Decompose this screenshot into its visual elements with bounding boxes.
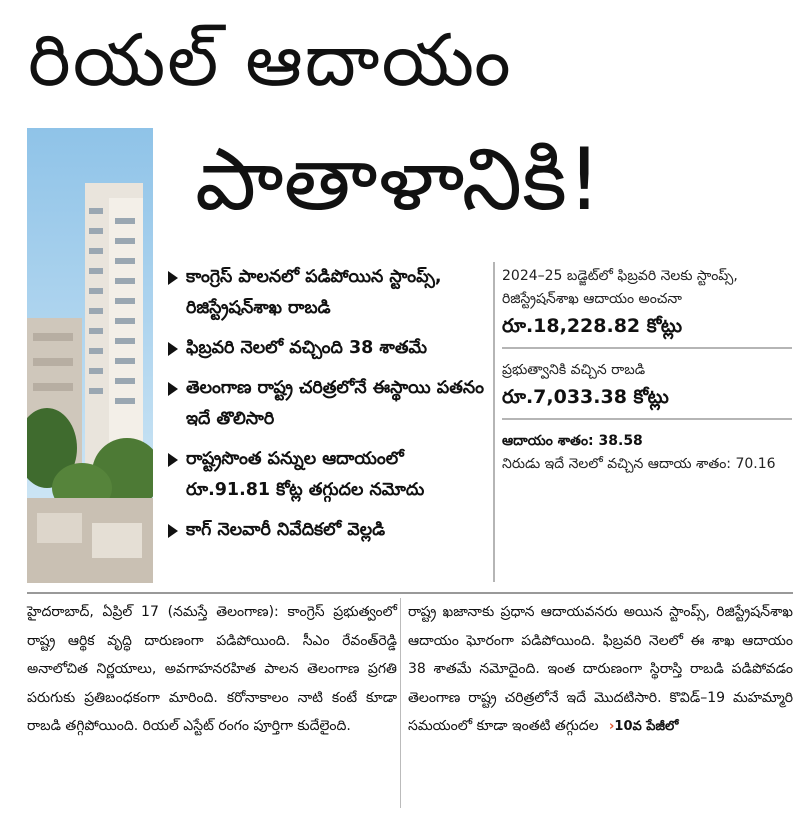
list-item (168, 444, 488, 506)
article-text: హైదరాబాద్, ఏప్రిల్ 17 (నమస్తే తెలంగాణ): కాంగ్రెస్ ప్రభుత్వంలో రాష్ట్ర ఆర్థిక వృద్ధి దారుణంగా పడిపోయింది. సీఎం రేవంత్‌రెడ్డి అనాలోచిత నిర్ణయాలు, అవగాహనరహిత పాలన తెలంగాణ ప్రగతి పరుగుకు ప్రతిబంధకంగా మారింది. కరోనాకాలం నాటి కంటే కూడా రాబడి తగ్గిపోయింది. రియల్ ఎస్టేట్ రంగం పూర్తిగా కుదేలైంది. (27, 604, 397, 734)
article-column-2 (408, 598, 793, 742)
highlight-text: రాష్ట్రసొంత పన్నుల ఆదాయంలో రూ.91.81 కోట్ల తగ్గుదల నమోదు (186, 449, 425, 500)
building-photo (27, 128, 153, 583)
list-item (168, 262, 488, 324)
bullet-triangle-icon (168, 382, 178, 396)
continued-label: 10వ పేజీలో (614, 719, 679, 734)
highlight-text: ఫిబ్రవరి నెలలో వచ్చింది 38 శాతమే (186, 338, 427, 358)
bullet-triangle-icon (168, 342, 178, 356)
bullet-triangle-icon (168, 271, 178, 285)
bullet-triangle-icon (168, 453, 178, 467)
stats-box (502, 265, 792, 492)
headline-line2: పాతాళానికి! (195, 130, 602, 230)
highlight-text: తెలంగాణ రాష్ట్ర చరిత్రలోనే ఈస్థాయి పతనం ఇదే తొలిసారి (186, 378, 484, 429)
budget-value: రూ.18,228.82 కోట్లు (502, 315, 683, 337)
section-divider (27, 592, 793, 594)
column-divider (400, 598, 401, 808)
percent-block (502, 430, 792, 482)
highlight-text: కాంగ్రెస్ పాలనలో పడిపోయిన స్టాంప్స్, రిజిస్ట్రేషన్‌శాఖ రాబడి (186, 267, 442, 318)
continued-on-page (609, 719, 678, 734)
highlights-list (168, 262, 488, 555)
budget-label: 2024–25 బడ్జెట్‌లో ఫిబ్రవరి నెలకు స్టాంప్స్, రిజిస్ట్రేషన్‌శాఖ ఆదాయం అంచనా (502, 268, 738, 307)
received-block (502, 359, 792, 420)
last-year-line: నిరుడు ఇదే నెలలో వచ్చిన ఆదాయ శాతం: 70.16 (502, 456, 776, 472)
received-value: రూ.7,033.38 కోట్లు (502, 386, 669, 408)
sidebar-divider (493, 262, 495, 582)
received-label: ప్రభుత్వానికి వచ్చిన రాబడి (502, 362, 646, 378)
headline-line1: రియల్ ఆదాయం (28, 18, 513, 102)
percent-line: ఆదాయం శాతం: 38.58 (502, 433, 643, 449)
list-item (168, 333, 488, 364)
bullet-triangle-icon (168, 524, 178, 538)
list-item (168, 515, 488, 546)
article-column-1 (27, 598, 397, 741)
budget-estimate-block (502, 265, 792, 349)
continued-arrow-icon: › (609, 719, 615, 734)
highlight-text: కాగ్ నెలవారీ నివేదికలో వెల్లడి (186, 520, 386, 540)
article-text: రాష్ట్ర ఖజానాకు ప్రధాన ఆదాయవనరు అయిన స్టాంప్స్, రిజిస్ట్రేషన్‌శాఖ ఆదాయం ఘోరంగా పడిపోయింది. ఫిబ్రవరి నెలలో ఈ శాఖ ఆదాయం 38 శాతమే నమోదైంది. ఇంత దారుణంగా స్థిరాస్తి రాబడి పడిపోవడం తెలంగాణ రాష్ట్ర చరిత్రలోనే ఇదే మొదటిసారి. కొవిడ్–19 మహమ్మారి సమయంలో కూడా ఇంతటి తగ్గుదల (408, 604, 793, 734)
list-item (168, 373, 488, 435)
